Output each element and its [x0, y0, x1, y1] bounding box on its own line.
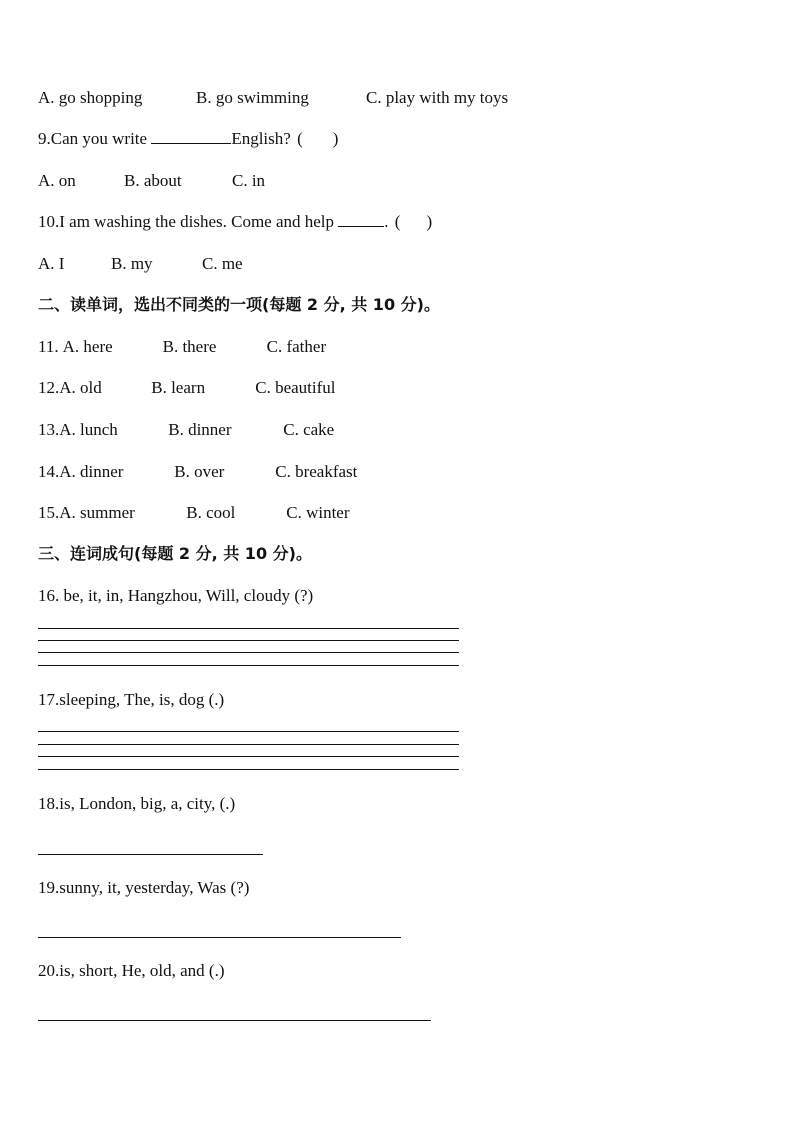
q8-option-c: C. play with my toys — [366, 88, 509, 107]
q19-prompt: 19.sunny, it, yesterday, Was (?) — [38, 878, 250, 897]
q9-options — [38, 171, 265, 191]
q19-answer-line — [38, 937, 401, 938]
q16-answer-line-4 — [38, 665, 459, 666]
q14-option-c: C. breakfast — [275, 462, 358, 481]
q12-option-a: A. old — [59, 378, 102, 397]
q12-number: 12. — [38, 378, 60, 397]
q13-row — [38, 420, 334, 440]
q16-prompt: 16. be, it, in, Hangzhou, Will, cloudy (?) — [38, 586, 314, 605]
q10-options — [38, 254, 243, 274]
q10-option-b: B. my — [111, 254, 153, 273]
q11-row — [38, 337, 326, 357]
q9-prefix: 9.Can you write — [38, 129, 152, 148]
q17-answer-line-4 — [38, 769, 459, 770]
q13-number: 13. — [38, 420, 60, 439]
q20-prompt: 20.is, short, He, old, and (.) — [38, 961, 225, 980]
q13-option-b: B. dinner — [168, 420, 232, 439]
q10-prefix: 10.I am washing the dishes. Come and help — [38, 212, 339, 231]
q8-option-b: B. go swimming — [196, 88, 309, 107]
q15-row — [38, 503, 350, 523]
q9-question — [38, 129, 338, 149]
q14-option-b: B. over — [174, 462, 225, 481]
q10-suffix: . — [384, 212, 389, 231]
q10-paren-close: ) — [426, 212, 433, 231]
q15-number: 15. — [38, 503, 60, 522]
q10-option-a: A. I — [38, 254, 65, 273]
q12-option-c: C. beautiful — [255, 378, 336, 397]
q9-option-b: B. about — [124, 171, 182, 190]
q14-row — [38, 462, 357, 482]
q10-blank — [338, 212, 384, 227]
q17-answer-line-3 — [38, 756, 459, 757]
q20-answer-line — [38, 1020, 431, 1021]
q11-option-a: A. here — [62, 337, 113, 356]
q18-answer-line — [38, 854, 263, 855]
q13-option-c: C. cake — [283, 420, 335, 439]
q16-answer-line-3 — [38, 652, 459, 653]
q15-option-a: A. summer — [59, 503, 135, 522]
q10-question — [38, 212, 432, 232]
q13-option-a: A. lunch — [59, 420, 118, 439]
q9-option-a: A. on — [38, 171, 76, 190]
q10-paren-open: ( — [394, 212, 401, 231]
q17-prompt: 17.sleeping, The, is, dog (.) — [38, 690, 225, 709]
q9-paren-close: ) — [332, 129, 339, 148]
q14-number: 14. — [38, 462, 60, 481]
q11-option-c: C. father — [266, 337, 327, 356]
q15-option-c: C. winter — [286, 503, 350, 522]
q12-option-b: B. learn — [151, 378, 206, 397]
q18-prompt: 18.is, London, big, a, city, (.) — [38, 794, 236, 813]
q10-option-c: C. me — [202, 254, 243, 273]
q9-option-c: C. in — [232, 171, 266, 190]
q16-answer-line-2 — [38, 640, 459, 641]
section2-title: 二、读单词，选出不同类的一项(每题 2 分, 共 10 分)。 — [38, 295, 440, 314]
q15-option-b: B. cool — [186, 503, 236, 522]
q9-paren-open: ( — [297, 129, 303, 148]
q16-answer-line-1 — [38, 628, 459, 629]
q17-answer-line-2 — [38, 744, 459, 745]
q14-option-a: A. dinner — [59, 462, 124, 481]
q11-number: 11. — [38, 337, 59, 356]
q11-option-b: B. there — [162, 337, 217, 356]
section3-title: 三、连词成句(每题 2 分, 共 10 分)。 — [38, 544, 312, 563]
q8-options — [38, 88, 508, 108]
q8-option-a: A. go shopping — [38, 88, 143, 107]
q9-suffix: English? — [231, 129, 291, 148]
q9-blank — [151, 129, 231, 144]
q12-row — [38, 378, 336, 398]
q17-answer-line-1 — [38, 731, 459, 732]
